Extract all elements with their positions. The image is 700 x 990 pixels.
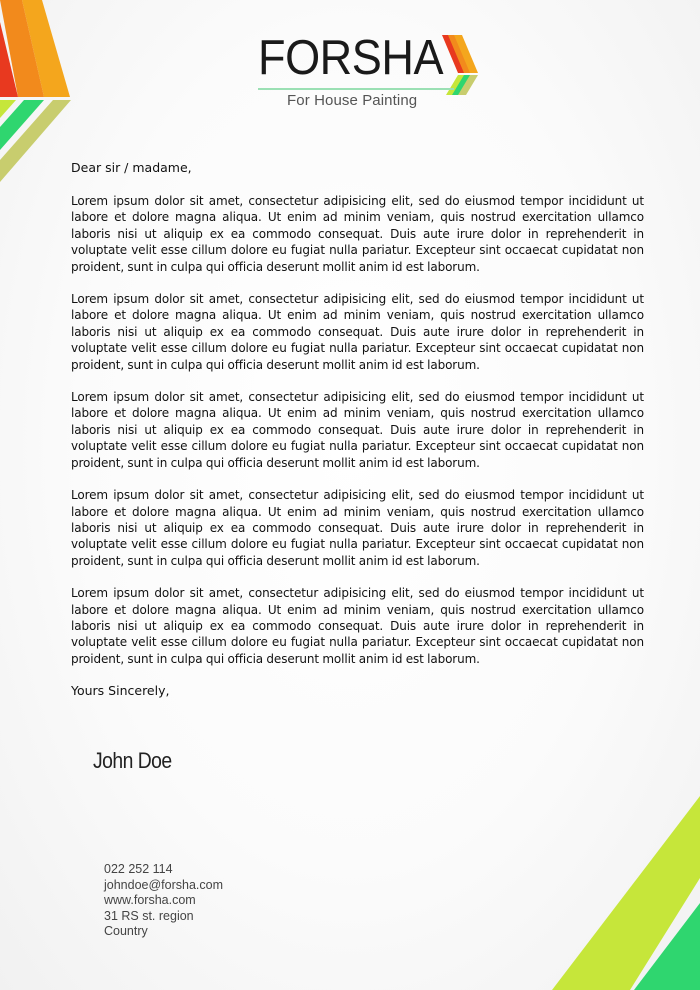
logo-stripes-icon [442,33,478,109]
salutation: Dear sir / madame, [71,160,192,175]
contact-email[interactable]: johndoe@forsha.com [104,877,224,892]
top-left-stripes [0,0,71,182]
stripe-green [0,100,44,150]
stripe-lime-large [552,796,700,990]
logo-underline [258,88,454,90]
stripe-lime [0,100,16,118]
paragraph-5: Lorem ipsum dolor sit amet, consectetur adipisicing elit, sed do eiusmod tempor incididunt ut labore et dolore magna aliqua. Ut enim ad minim veniam, quis nostrud exercitation ullamco laboris nisi ut aliquip ex ea commodo consequat. Duis aute irure dolor in reprehenderit in voluptate velit esse cillum dolore eu fugiat nulla pariatur. Excepteur sint occaecat cupidatat non proident, sunt in culpa qui officia deserunt mollit anim id est laborum. [71,586,644,666]
brand-name: FORSHA [258,31,444,85]
letter-body [71,160,644,699]
paragraph-3: Lorem ipsum dolor sit amet, consectetur adipisicing elit, sed do eiusmod tempor incididunt ut labore et dolore magna aliqua. Ut enim ad minim veniam, quis nostrud exercitation ullamco laboris nisi ut aliquip ex ea commodo consequat. Duis aute irure dolor in reprehenderit in voluptate velit esse cillum dolore eu fugiat nulla pariatur. Excepteur sint occaecat cupidatat non proident, sunt in culpa qui officia deserunt mollit anim id est laborum. [71,390,644,470]
closing: Yours Sincerely, [71,683,170,699]
bottom-right-stripes [552,796,700,990]
brand-logo [258,30,488,115]
stripe-orange [0,0,44,97]
paragraph-2: Lorem ipsum dolor sit amet, consectetur adipisicing elit, sed do eiusmod tempor incididunt ut labore et dolore magna aliqua. Ut enim ad minim veniam, quis nostrud exercitation ullamco laboris nisi ut aliquip ex ea commodo consequat. Duis aute irure dolor in reprehenderit in voluptate velit esse cillum dolore eu fugiat nulla pariatur. Excepteur sint occaecat cupidatat non proident, sunt in culpa qui officia deserunt mollit anim id est laborum. [71,292,644,372]
contact-country: Country [104,924,148,938]
paragraph-4: Lorem ipsum dolor sit amet, consectetur adipisicing elit, sed do eiusmod tempor incididunt ut labore et dolore magna aliqua. Ut enim ad minim veniam, quis nostrud exercitation ullamco laboris nisi ut aliquip ex ea commodo consequat. Duis aute irure dolor in reprehenderit in voluptate velit esse cillum dolore eu fugiat nulla pariatur. Excepteur sint occaecat cupidatat non proident, sunt in culpa qui officia deserunt mollit anim id est laborum. [71,488,644,568]
signature: John Doe [93,748,172,773]
contact-address: 31 RS st. region [104,908,194,923]
stripe-amber [22,0,70,97]
stripe-green-corner [634,903,700,990]
stripe-red [0,22,18,97]
contact-block [104,862,223,940]
brand-tagline: For House Painting [287,92,418,109]
contact-phone: 022 252 114 [104,862,173,876]
paragraph-1: Lorem ipsum dolor sit amet, consectetur adipisicing elit, sed do eiusmod tempor incididunt ut labore et dolore magna aliqua. Ut enim ad minim veniam, quis nostrud exercitation ullamco laboris nisi ut aliquip ex ea commodo consequat. Duis aute irure dolor in reprehenderit in voluptate velit esse cillum dolore eu fugiat nulla pariatur. Excepteur sint occaecat cupidatat non proident, sunt in culpa qui officia deserunt mollit anim id est laborum. [71,194,644,274]
contact-website[interactable]: www.forsha.com [104,893,196,907]
stripe-olive [0,100,71,182]
